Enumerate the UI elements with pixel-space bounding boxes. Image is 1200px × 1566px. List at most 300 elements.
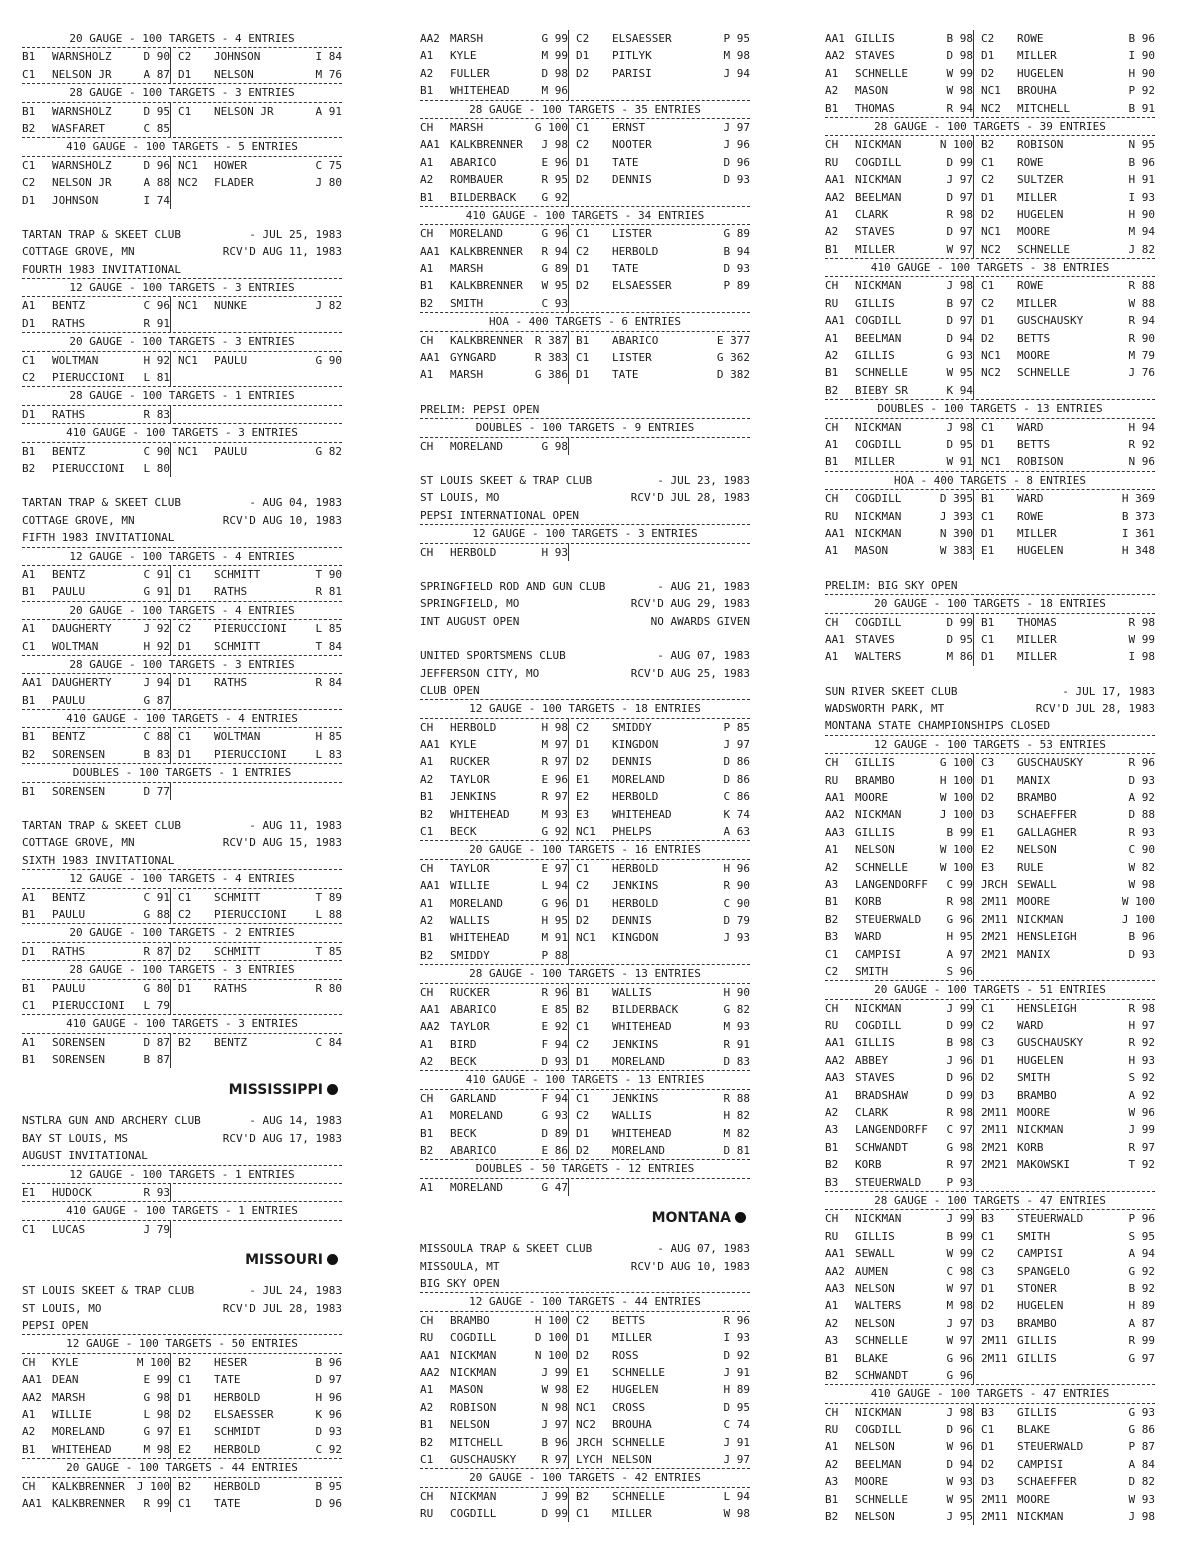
class-code: D1 — [576, 1331, 590, 1345]
column-separator — [170, 1389, 171, 1406]
shooter-name: SMIDDY — [450, 948, 490, 962]
result-row — [825, 1052, 1155, 1069]
column-separator — [170, 352, 171, 369]
event-header: HOA - 400 TARGETS - 6 ENTRIES — [420, 313, 750, 331]
score: T 90 — [315, 567, 342, 581]
score: W 98 — [946, 84, 973, 98]
shooter-name: GILLIS — [855, 1229, 895, 1243]
shooter-name: NICKMAN — [1017, 1123, 1064, 1137]
column-separator — [973, 928, 974, 945]
class-code: AA2 — [825, 1053, 845, 1067]
score: A 97 — [946, 947, 973, 961]
shooter-name: KORB — [855, 1158, 882, 1172]
shooter-name: JOHNSON — [214, 50, 261, 64]
result-row — [420, 171, 750, 188]
score: D 93 — [723, 173, 750, 187]
result-row — [825, 295, 1155, 312]
shoot-title-text: CLUB OPEN — [420, 683, 480, 697]
class-code: AA1 — [825, 1036, 845, 1050]
score: B 91 — [1128, 101, 1155, 115]
class-code: CH — [420, 861, 434, 875]
class-code: B2 — [178, 1479, 192, 1493]
shooter-name: LISTER — [612, 227, 652, 241]
shooter-name: HERBOLD — [450, 720, 497, 734]
shooter-name: WOLTMAN — [52, 353, 99, 367]
class-code: B1 — [420, 84, 434, 98]
score: G 96 — [946, 1351, 973, 1365]
class-code: E2 — [576, 1383, 590, 1397]
score: G 92 — [541, 190, 568, 204]
score: R 88 — [723, 1091, 750, 1105]
score: I 90 — [1128, 49, 1155, 63]
class-code: D1 — [576, 49, 590, 63]
shooter-name: HERBOLD — [612, 790, 659, 804]
result-row — [420, 366, 750, 383]
column-separator — [568, 912, 569, 929]
score: S 92 — [1128, 1071, 1155, 1085]
score: G 91 — [143, 585, 170, 599]
column-separator — [170, 889, 171, 906]
result-row — [22, 980, 342, 997]
shoot-title-text: FIFTH 1983 INVITATIONAL — [22, 531, 175, 545]
result-row — [825, 419, 1155, 436]
score: R 94 — [946, 101, 973, 115]
class-code: C1 — [178, 890, 192, 904]
column-separator — [973, 206, 974, 223]
column-separator — [568, 736, 569, 753]
shooter-name: HERBOLD — [214, 1479, 261, 1493]
column-separator — [170, 728, 171, 745]
score: M 98 — [946, 1299, 973, 1313]
result-row — [825, 1017, 1155, 1034]
shooter-name: SORENSEN — [52, 747, 105, 761]
event-header: 20 GAUGE - 100 TARGETS - 4 ENTRIES — [22, 602, 342, 620]
shooter-name: ABARICO — [612, 333, 659, 347]
class-code: 2M11 — [981, 1106, 1008, 1120]
score: G 98 — [541, 439, 568, 453]
shooter-name: BRAMBO — [855, 773, 895, 787]
score: D 81 — [723, 1144, 750, 1158]
result-row — [22, 1478, 342, 1495]
score: D 95 — [723, 1400, 750, 1414]
shooter-name: SCHMIDT — [214, 1425, 261, 1439]
shooter-name: BENTZ — [52, 444, 86, 458]
score: B 96 — [541, 1435, 568, 1449]
shooter-name: NICKMAN — [1017, 1510, 1064, 1524]
shooter-name: WALTERS — [855, 1299, 902, 1313]
shooter-name: NUNKE — [214, 299, 248, 313]
class-code: AA1 — [420, 738, 440, 752]
result-row — [22, 997, 342, 1015]
column-separator — [568, 753, 569, 770]
shooter-name: FLADER — [214, 176, 254, 190]
class-code: D1 — [981, 650, 995, 664]
result-row — [825, 1350, 1155, 1367]
score: D 96 — [946, 1423, 973, 1437]
result-row — [825, 1421, 1155, 1438]
result-row — [22, 406, 342, 424]
score: G 97 — [143, 1425, 170, 1439]
class-code: A1 — [825, 207, 839, 221]
class-code: RU — [825, 1229, 839, 1243]
column-separator — [973, 100, 974, 117]
column-separator — [973, 1297, 974, 1314]
shooter-name: BIRD — [450, 1037, 477, 1051]
class-code: B1 — [825, 242, 839, 256]
class-code: D1 — [576, 1126, 590, 1140]
column-separator — [170, 192, 171, 209]
score: A 87 — [143, 67, 170, 81]
club-section — [420, 401, 750, 455]
class-code: D2 — [981, 791, 995, 805]
class-code: JRCH — [576, 1435, 603, 1449]
class-code: A1 — [420, 1383, 434, 1397]
score: P 88 — [541, 948, 568, 962]
class-code: B3 — [981, 1405, 995, 1419]
shooter-name: RATHS — [52, 944, 86, 958]
class-code: B2 — [420, 1144, 434, 1158]
class-code: LYCH — [576, 1452, 603, 1466]
class-code: AA1 — [22, 676, 42, 690]
class-code: D1 — [178, 1390, 192, 1404]
column-separator — [973, 1139, 974, 1156]
score: D 97 — [315, 1373, 342, 1387]
score: N 390 — [939, 526, 973, 540]
shooter-name: TATE — [612, 155, 639, 169]
shooter-name: COGDILL — [855, 437, 902, 451]
shooter-name: WARD — [1017, 492, 1044, 506]
score: D 96 — [946, 1071, 973, 1085]
shooter-name: NELSON — [855, 843, 895, 857]
shooter-name: PIERUCCIONI — [214, 747, 287, 761]
class-code: CH — [420, 333, 434, 347]
column-separator — [973, 911, 974, 928]
club-section — [22, 1282, 342, 1512]
shooter-name: HERBOLD — [612, 896, 659, 910]
score: J 99 — [1128, 1123, 1155, 1137]
class-code: C2 — [576, 138, 590, 152]
shooter-name: PIERUCCIONI — [52, 461, 125, 475]
event-section — [825, 30, 1155, 560]
event-header: 20 GAUGE - 100 TARGETS - 44 ENTRIES — [22, 1459, 342, 1477]
result-row — [420, 1125, 750, 1142]
event-header: DOUBLES - 100 TARGETS - 1 ENTRIES — [22, 764, 342, 782]
score: I 74 — [143, 193, 170, 207]
class-code: 2M21 — [981, 947, 1008, 961]
class-code: D2 — [576, 755, 590, 769]
shooter-name: GILLIS — [855, 825, 895, 839]
class-code: JRCH — [981, 877, 1008, 891]
score: J 80 — [315, 176, 342, 190]
shooter-name: MORELAND — [450, 227, 503, 241]
event-header: 20 GAUGE - 100 TARGETS - 3 ENTRIES — [22, 333, 342, 351]
score: P 89 — [723, 279, 750, 293]
shooter-name: SCHNELLE — [855, 366, 908, 380]
class-code: C2 — [22, 176, 36, 190]
class-code: 2M11 — [981, 1351, 1008, 1365]
class-code: C1 — [22, 639, 36, 653]
shooter-name: BEELMAN — [855, 1457, 902, 1471]
score: D 82 — [1128, 1475, 1155, 1489]
column-separator — [568, 1142, 569, 1159]
event-header: 28 GAUGE - 100 TARGETS - 3 ENTRIES — [22, 656, 342, 674]
score: G 362 — [716, 351, 750, 365]
class-code: CH — [420, 1091, 434, 1105]
shooter-name: BETTS — [1017, 331, 1051, 345]
shooter-name: KYLE — [52, 1355, 79, 1369]
score: R 97 — [1128, 1140, 1155, 1154]
spacer — [22, 477, 342, 494]
class-code: AA2 — [825, 190, 845, 204]
club-info-left: SUN RIVER SKEET CLUB — [825, 684, 958, 698]
class-code: AA1 — [420, 1002, 440, 1016]
shooter-name: LANGENDORFF — [855, 1123, 928, 1137]
score: J 99 — [946, 1212, 973, 1226]
class-code: AA1 — [825, 314, 845, 328]
score: R 98 — [1128, 615, 1155, 629]
class-code: D1 — [981, 773, 995, 787]
event-header: 12 GAUGE - 100 TARGETS - 50 ENTRIES — [22, 1335, 342, 1353]
score: G 93 — [946, 349, 973, 363]
class-code: B3 — [825, 1175, 839, 1189]
score: H 82 — [723, 1109, 750, 1123]
result-row — [825, 508, 1155, 525]
event-section — [420, 30, 750, 384]
score: B 373 — [1121, 509, 1155, 523]
club-info-line — [22, 243, 342, 260]
result-row — [420, 1142, 750, 1160]
column-separator — [973, 1245, 974, 1262]
club-info-left: ST LOUIS, MO — [420, 491, 500, 505]
club-info-line — [420, 647, 750, 664]
event-header: 28 GAUGE - 100 TARGETS - 35 ENTRIES — [420, 101, 750, 119]
class-code: D3 — [981, 1088, 995, 1102]
event-header: 12 GAUGE - 100 TARGETS - 3 ENTRIES — [420, 525, 750, 543]
column-separator — [973, 312, 974, 329]
score: W 98 — [723, 1507, 750, 1521]
column-separator — [973, 1280, 974, 1297]
club-info-line — [22, 1282, 342, 1299]
score: G 96 — [541, 896, 568, 910]
club-info-left: NSTLRA GUN AND ARCHERY CLUB — [22, 1114, 201, 1128]
shooter-name: CAMPISI — [855, 947, 902, 961]
spacer — [420, 455, 750, 472]
spacer — [420, 384, 750, 401]
event-header: 12 GAUGE - 100 TARGETS - 3 ENTRIES — [22, 279, 342, 297]
shooter-name: PARISI — [612, 66, 652, 80]
column-separator — [973, 508, 974, 525]
score: H 85 — [315, 730, 342, 744]
column-separator — [170, 638, 171, 655]
score: H 95 — [946, 930, 973, 944]
score: C 91 — [143, 890, 170, 904]
score: E 96 — [541, 155, 568, 169]
shooter-name: KYLE — [450, 49, 477, 63]
result-row — [825, 453, 1155, 471]
result-row — [420, 349, 750, 366]
result-row — [825, 189, 1155, 206]
class-code: NC1 — [576, 931, 596, 945]
shoot-title-text: PRELIM: PEPSI OPEN — [420, 402, 540, 416]
shooter-name: GUSCHAUSKY — [1017, 756, 1084, 770]
shooter-name: MORELAND — [52, 1425, 105, 1439]
class-code: B2 — [178, 1035, 192, 1049]
club-info-left: INT AUGUST OPEN — [420, 614, 520, 628]
score: J 99 — [946, 1001, 973, 1015]
state-name: MISSISSIPPI — [228, 1082, 323, 1099]
shooter-name: BENTZ — [52, 890, 86, 904]
shooter-name: NICKMAN — [855, 173, 902, 187]
shooter-name: KORB — [1017, 1140, 1044, 1154]
shooter-name: ELSAESSER — [612, 32, 672, 45]
club-info-left: JEFFERSON CITY, MO — [420, 666, 540, 680]
class-code: C2 — [576, 1313, 590, 1327]
shooter-name: WARNSHOLZ — [52, 158, 112, 172]
shooter-name: GALLAGHER — [1017, 825, 1077, 839]
shooter-name: GILLIS — [855, 756, 895, 770]
class-code: 2M11 — [981, 895, 1008, 909]
score: W 98 — [1128, 877, 1155, 891]
score: G 97 — [1128, 1351, 1155, 1365]
shoot-title — [22, 529, 342, 547]
score: J 91 — [723, 1365, 750, 1379]
score: D 99 — [946, 155, 973, 169]
shooter-name: HUGELEN — [1017, 207, 1064, 221]
result-row — [22, 120, 342, 138]
shooter-name: NICKMAN — [855, 420, 902, 434]
shooter-name: AUMEN — [855, 1264, 889, 1278]
result-row — [22, 174, 342, 191]
club-info-right: - AUG 14, 1983 — [249, 1114, 342, 1128]
result-row — [420, 1416, 750, 1433]
spacer — [825, 666, 1155, 683]
score: B 92 — [1128, 1281, 1155, 1295]
result-row — [420, 1053, 750, 1071]
class-code: RU — [825, 155, 839, 169]
column-separator — [568, 1053, 569, 1070]
class-code: B1 — [22, 104, 36, 118]
result-row — [22, 566, 342, 583]
column-separator — [568, 295, 569, 312]
shooter-name: STEUERWALD — [855, 912, 922, 926]
score: B 98 — [946, 32, 973, 45]
class-code: AA2 — [825, 1264, 845, 1278]
result-row — [825, 47, 1155, 64]
column-separator — [973, 1456, 974, 1473]
score: B 97 — [946, 296, 973, 310]
shooter-name: COGDILL — [450, 1331, 497, 1345]
shooter-name: MARSH — [450, 262, 484, 276]
result-row — [420, 1364, 750, 1381]
shooter-name: PIERUCCIONI — [214, 622, 287, 636]
class-code: D3 — [981, 808, 995, 822]
shooter-name: MILLER — [612, 1507, 652, 1521]
result-row — [420, 1329, 750, 1346]
shooter-name: SCHWANDT — [855, 1368, 908, 1382]
score: J 94 — [143, 676, 170, 690]
column-separator — [568, 260, 569, 277]
column-separator — [973, 542, 974, 559]
event-header: 20 GAUGE - 100 TARGETS - 2 ENTRIES — [22, 924, 342, 942]
score: J 96 — [946, 1053, 973, 1067]
score: H 90 — [723, 985, 750, 999]
club-info-right: RCV'D AUG 15, 1983 — [222, 836, 342, 850]
score: K 94 — [946, 383, 973, 397]
score: R 96 — [1128, 756, 1155, 770]
score: R 83 — [143, 407, 170, 421]
shooter-name: GILLIS — [855, 32, 895, 45]
club-section — [420, 647, 750, 1196]
column-separator — [973, 47, 974, 64]
score: W 100 — [939, 791, 973, 805]
class-code: AA3 — [825, 1071, 845, 1085]
club-info-line — [22, 1130, 342, 1147]
column-separator — [170, 406, 171, 423]
shooter-name: PAULU — [52, 585, 86, 599]
class-code: E2 — [981, 843, 995, 857]
event-header: 12 GAUGE - 100 TARGETS - 18 ENTRIES — [420, 700, 750, 718]
column-separator — [973, 1034, 974, 1051]
class-code: D1 — [981, 526, 995, 540]
result-row — [420, 154, 750, 171]
column-separator — [973, 1156, 974, 1173]
score: I 98 — [1128, 650, 1155, 664]
shooter-name: SMITH — [1017, 1229, 1051, 1243]
score: R 91 — [143, 316, 170, 330]
class-code: CH — [420, 545, 434, 559]
score: J 97 — [723, 120, 750, 134]
shooter-name: ABARICO — [450, 155, 497, 169]
column-separator — [973, 1438, 974, 1455]
score: J 100 — [1121, 912, 1155, 926]
class-code: D1 — [22, 407, 36, 421]
club-info-right: - JUL 25, 1983 — [249, 227, 342, 241]
score: R 80 — [315, 981, 342, 995]
club-section — [825, 683, 1155, 1526]
club-info-right: RCV'D AUG 25, 1983 — [630, 666, 750, 680]
class-code: B1 — [420, 931, 434, 945]
score: S 95 — [1128, 1229, 1155, 1243]
shooter-name: BILDERBACK — [450, 190, 517, 204]
score: G 100 — [939, 756, 973, 770]
shooter-name: MOORE — [1017, 225, 1051, 239]
spacer — [420, 630, 750, 647]
score: W 93 — [946, 1475, 973, 1489]
shooter-name: GARLAND — [450, 1091, 497, 1105]
score: J 100 — [939, 808, 973, 822]
class-code: AA1 — [420, 244, 440, 258]
score: R 92 — [1128, 1036, 1155, 1050]
shooter-name: THOMAS — [1017, 615, 1057, 629]
score: D 100 — [534, 1331, 568, 1345]
class-code: D1 — [981, 314, 995, 328]
score: A 92 — [1128, 1088, 1155, 1102]
score: W 100 — [939, 843, 973, 857]
class-code: E2 — [178, 1442, 192, 1456]
result-row — [420, 1001, 750, 1018]
score: D 86 — [723, 772, 750, 786]
shooter-name: PAULU — [52, 907, 86, 921]
score: J 94 — [723, 66, 750, 80]
result-row — [825, 1367, 1155, 1385]
score: P 95 — [723, 32, 750, 45]
result-row — [825, 928, 1155, 945]
shoot-title-text: PEPSI OPEN — [22, 1319, 89, 1332]
class-code: AA2 — [22, 1390, 42, 1404]
shooter-name: SCHNELLE — [1017, 242, 1070, 256]
class-code: AA2 — [420, 32, 440, 45]
result-row — [825, 542, 1155, 559]
